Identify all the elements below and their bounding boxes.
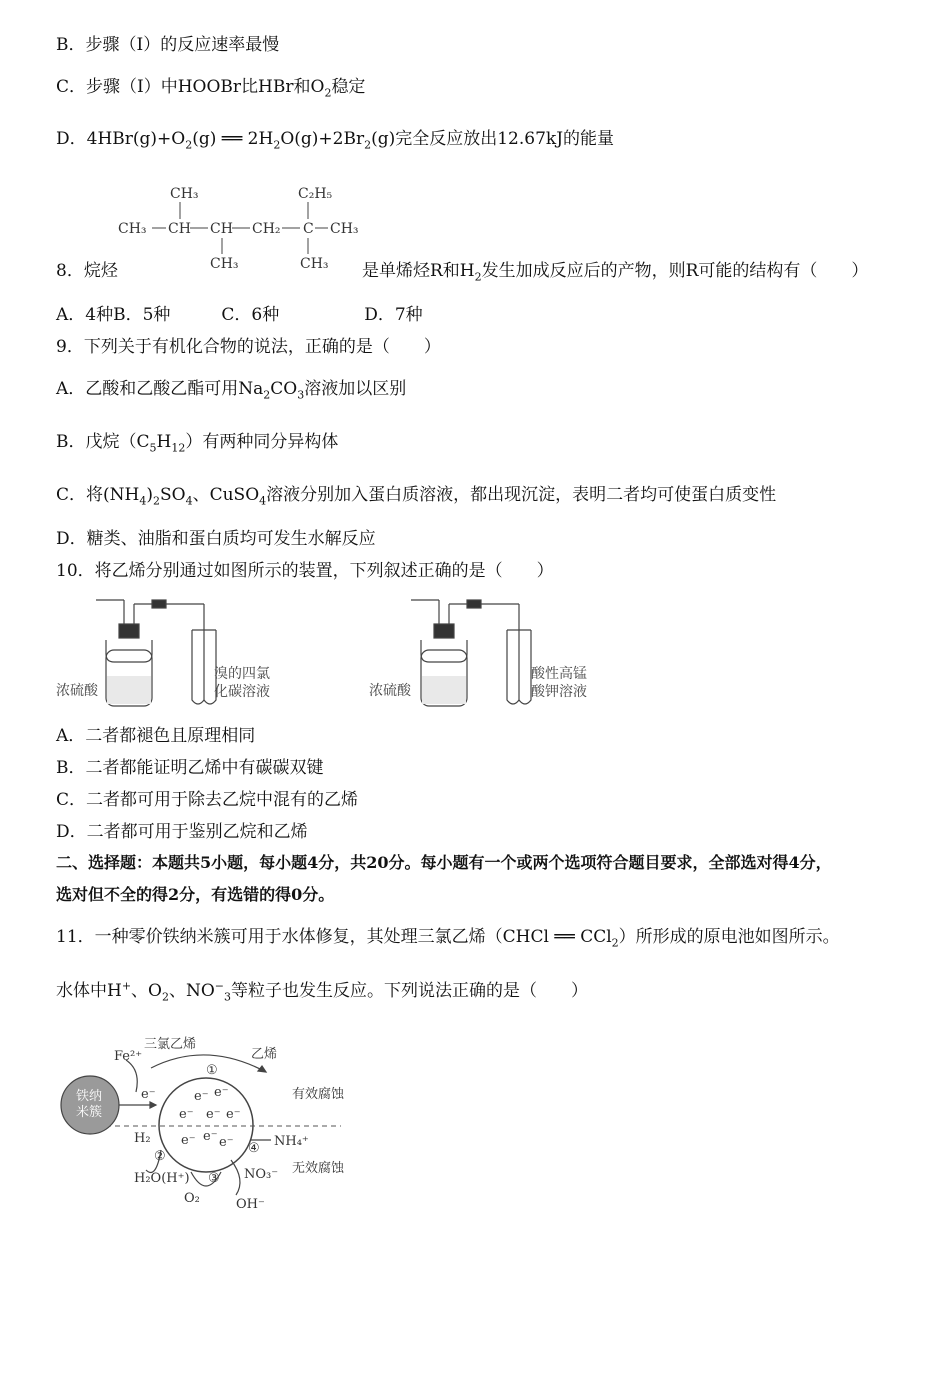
- q7-option-c-text: C．步骤（Ⅰ）中HOOBr比HBr和O: [56, 77, 325, 97]
- q10-stem-text: 10．将乙烯分别通过如图所示的装置，下列叙述正确的是（ ）: [56, 561, 554, 581]
- q10-option-a: [56, 724, 255, 748]
- q11-e-label-5: e⁻: [206, 1107, 221, 1122]
- q9-option-c: [56, 483, 776, 507]
- q11-cluster-label-2: 米簇: [76, 1105, 103, 1120]
- q9-b-post: ）有两种同分异构体: [185, 432, 339, 452]
- q7-eq-part2: (g) ══ 2H: [192, 129, 274, 149]
- q11-e-label-4: e⁻: [179, 1107, 194, 1122]
- q11-stem-line2: [56, 979, 588, 1003]
- q9-a-f2: CO: [270, 379, 298, 399]
- q8-stem-post: 发生加成反应后的产物，则R可能的结构有（ ）: [481, 261, 869, 281]
- q11-stem-line1: [56, 925, 840, 949]
- q9-c-f2: CuSO: [209, 485, 260, 505]
- q11-e-label-2: e⁻: [194, 1089, 209, 1104]
- q8-options-text: A．4种B．5种 C．6种 D．7种: [56, 305, 423, 325]
- q10-left-liquid: [107, 676, 151, 704]
- q11-o2: O: [148, 981, 162, 1001]
- q10-right-apparatus: [411, 600, 531, 706]
- q9-c-f2-sub: 4: [259, 494, 267, 508]
- q8-ch3-bottom-1: CH₃: [210, 256, 239, 272]
- q11-step3-label: ③: [208, 1171, 220, 1186]
- q9-a-sub1: 2: [263, 388, 271, 402]
- section2-heading-line2: [56, 883, 334, 907]
- q9-b-sub2: 12: [171, 441, 186, 455]
- q11-h-sup: +: [121, 979, 132, 993]
- q11-ethylene-label: 乙烯: [251, 1047, 278, 1062]
- q9-option-d: [56, 527, 376, 551]
- q9-stem-text: 9．下列关于有机化合物的说法，正确的是（ ）: [56, 337, 441, 357]
- q10-c-text: C．二者都可用于除去乙烷中混有的乙烯: [56, 790, 359, 810]
- q7-eq-sub2: 2: [273, 138, 281, 152]
- q8-structure-diagram: [110, 180, 370, 280]
- q9-b-f1: C: [136, 432, 150, 452]
- q8-ch3-right: CH₃: [330, 221, 359, 237]
- q11-h2o-label: H₂O(H⁺): [134, 1171, 190, 1186]
- q9-stem: [56, 335, 441, 359]
- q7-option-b: [56, 33, 279, 57]
- q10-right-acid-label: 浓硫酸: [369, 683, 411, 699]
- q10-right-reagent-label-2: 酸钾溶液: [531, 684, 587, 700]
- q7-eq-part4: (g): [371, 129, 396, 149]
- q10-option-c: [56, 788, 358, 812]
- q9-c-f1c: SO: [160, 485, 186, 505]
- q8-ch3-top: CH₃: [170, 186, 199, 202]
- q9-c-post: 溶液分别加入蛋白质溶液，都出现沉淀，表明二者均可使蛋白质变性: [266, 485, 777, 505]
- q9-a-pre: A．乙酸和乙酸乙酯可用: [56, 379, 239, 399]
- q8-prefix-text: 8．烷烃: [56, 261, 118, 281]
- q11-e-label-7: e⁻: [181, 1133, 196, 1148]
- q7-option-d: [56, 127, 614, 151]
- q8-stem-sub: 2: [474, 270, 482, 284]
- q11-stem1-post: ）所形成的原电池如图所示。: [618, 927, 840, 947]
- q7-eq-sub3: 2: [364, 138, 372, 152]
- q7-eq-sub1: 2: [185, 138, 193, 152]
- q8-ch3-left: CH₃: [118, 221, 147, 237]
- q10-option-d: [56, 820, 308, 844]
- q9-option-a: [56, 377, 406, 401]
- q9-c-sep: 、: [192, 485, 210, 505]
- q10-left-acid-label: 浓硫酸: [56, 683, 98, 699]
- q7-option-c-post: 稳定: [331, 77, 366, 97]
- q11-no3-sub: 3: [224, 990, 232, 1004]
- q9-a-post: 溶液加以区别: [304, 379, 407, 399]
- q11-fe2-label: Fe²⁺: [114, 1049, 143, 1064]
- q9-b-pre: B．戊烷（: [56, 432, 137, 452]
- q8-stem-prefix: [56, 259, 118, 283]
- q11-tce-label: 三氯乙烯: [144, 1037, 197, 1052]
- q7-option-c-sub: 2: [324, 86, 332, 100]
- q10-right-reagent-label-1: 酸性高锰: [531, 666, 587, 682]
- q8-ch2: CH₂: [252, 221, 281, 237]
- q11-e-label-3: e⁻: [214, 1085, 229, 1100]
- q9-b-f2: H: [156, 432, 172, 452]
- q9-c-pre: C．将: [56, 485, 104, 505]
- q11-h-ion: H: [107, 981, 122, 1001]
- q11-sep2: 、: [168, 981, 186, 1001]
- q9-option-b: [56, 430, 338, 454]
- q8-ch-1: CH: [168, 221, 191, 237]
- q11-step2-label: ②: [154, 1149, 166, 1164]
- q11-e-label-1: e⁻: [141, 1087, 156, 1102]
- q11-oh-label: OH⁻: [236, 1197, 265, 1212]
- q11-step1-label: ①: [206, 1063, 218, 1078]
- q11-no3-label: NO₃⁻: [244, 1167, 279, 1182]
- q11-ineffective-label: 无效腐蚀: [292, 1161, 345, 1176]
- q10-apparatus-figure: [56, 596, 616, 716]
- q7-eq-part3: O(g)+2Br: [280, 129, 365, 149]
- q9-a-sub2: 3: [297, 388, 305, 402]
- q11-o2-sub: 2: [161, 990, 169, 1004]
- q9-c-f1b: ): [146, 485, 153, 505]
- q11-galvanic-diagram: [56, 1030, 376, 1215]
- q9-c-f1-sub: 4: [139, 494, 147, 508]
- q9-d-text: D．糖类、油脂和蛋白质均可发生水解反应: [56, 529, 376, 549]
- q11-o2-label: O₂: [184, 1191, 200, 1206]
- q7-option-d-post: 完全反应放出12.67kJ的能量: [395, 129, 615, 149]
- q11-h2-label: H₂: [134, 1131, 151, 1146]
- q9-c-f1: (NH: [103, 485, 140, 505]
- section2-line2-text: 选对但不全的得2分，有选错的得0分。: [56, 885, 335, 904]
- q7-option-c: [56, 75, 365, 99]
- q10-stem: [56, 559, 554, 583]
- q11-stem2-post: 等粒子也发生反应。下列说法正确的是（ ）: [231, 981, 589, 1001]
- q11-sep1: 、: [131, 981, 149, 1001]
- q11-stem2-pre: 水体中: [56, 981, 107, 1001]
- q8-c2h5-top: C₂H₅: [298, 186, 333, 202]
- q8-stem: [362, 259, 868, 283]
- q11-cluster-label-1: 铁纳: [76, 1089, 103, 1104]
- q9-c-f1-sub2: 2: [153, 494, 160, 508]
- q10-a-text: A．二者都褪色且原理相同: [56, 726, 256, 746]
- q7-eq-part1: 4HBr(g)+O: [86, 129, 186, 149]
- q11-stem1-formula: CHCl ══ CCl: [502, 927, 612, 947]
- q11-no3-sup: −: [214, 979, 225, 993]
- q11-no3: NO: [185, 981, 215, 1001]
- q11-nh4-label: NH₄⁺: [274, 1134, 309, 1149]
- q9-b-sub1: 5: [149, 441, 157, 455]
- section2-heading-line1: [56, 851, 832, 875]
- q8-options: [56, 303, 423, 327]
- q11-e-label-8: e⁻: [203, 1129, 218, 1144]
- q7-option-b-text: B．步骤（Ⅰ）的反应速率最慢: [56, 35, 280, 55]
- q11-stem1-pre: 11．一种零价铁纳米簇可用于水体修复，其处理三氯乙烯（: [56, 927, 503, 947]
- q11-step4-label: ④: [248, 1141, 260, 1156]
- q10-b-text: B．二者都能证明乙烯中有碳碳双键: [56, 758, 324, 778]
- q10-d-text: D．二者都可用于鉴别乙烷和乙烯: [56, 822, 308, 842]
- q10-left-reagent-label-1: 溴的四氯: [214, 666, 270, 682]
- q7-option-d-label: D．: [56, 129, 87, 149]
- q10-option-b: [56, 756, 324, 780]
- q9-c-f1-sub3: 4: [185, 494, 193, 508]
- q11-effective-label: 有效腐蚀: [292, 1087, 345, 1102]
- q11-e-label-6: e⁻: [226, 1107, 241, 1122]
- section2-line1-text: 二、选择题：本题共5小题，每小题4分，共20分。每小题有一个或两个选项符合题目要求，全部选对得4分，: [56, 853, 832, 872]
- q11-e-label-9: e⁻: [219, 1135, 234, 1150]
- q8-stem-pre: 是单烯烃R和H: [362, 261, 475, 281]
- q11-stem1-sub: 2: [611, 936, 619, 950]
- q9-a-f1: Na: [238, 379, 264, 399]
- q8-ch3-bottom-2: CH₃: [300, 256, 329, 272]
- q10-left-reagent-label-2: 化碳溶液: [214, 684, 270, 700]
- q8-ch-2: CH: [210, 221, 233, 237]
- q8-c: C: [303, 221, 314, 237]
- q7-equation: [86, 129, 396, 152]
